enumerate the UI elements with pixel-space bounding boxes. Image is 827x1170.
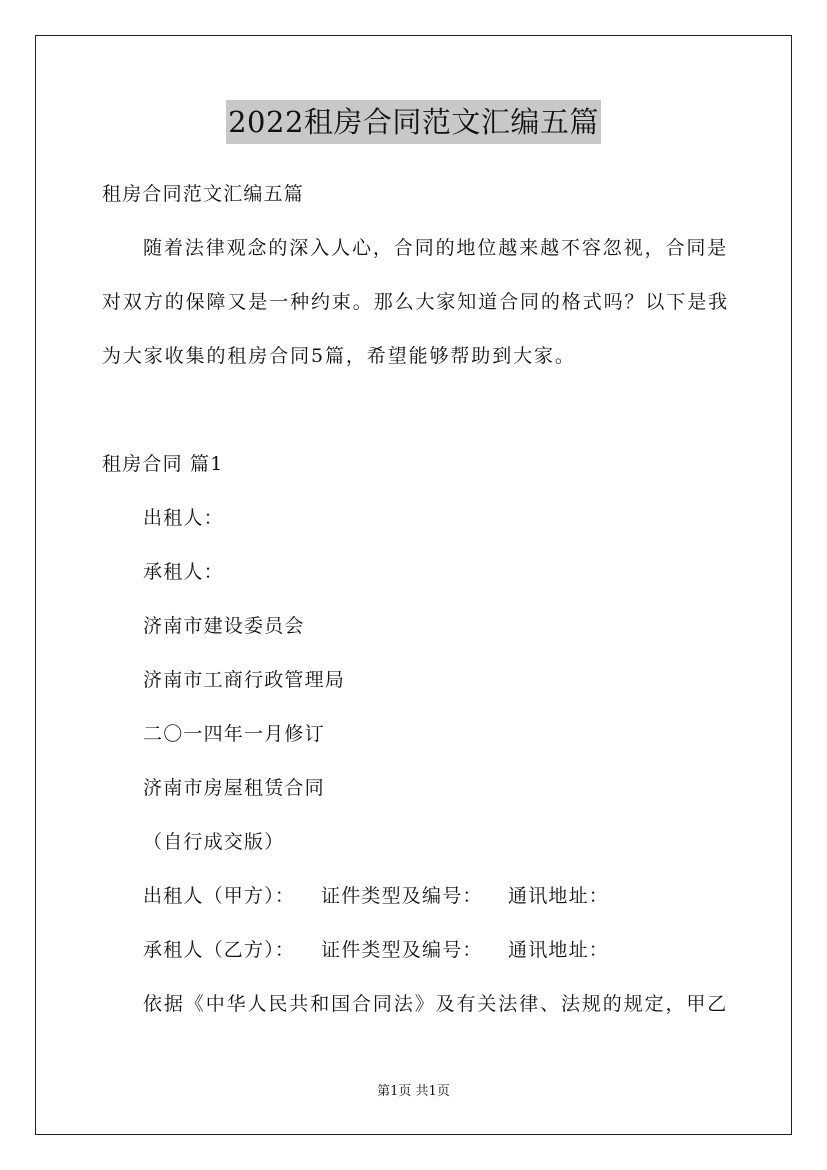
section-heading: 租房合同 篇1 <box>102 453 224 475</box>
contract-name: 济南市房屋租赁合同 <box>143 777 325 799</box>
revision-date: 二〇一四年一月修订 <box>143 723 325 745</box>
document-subtitle: 租房合同范文汇编五篇 <box>102 183 305 205</box>
party-label: 承租人（乙方）： <box>143 939 296 961</box>
address-label: 通讯地址： <box>508 885 610 907</box>
issuer-construction: 济南市建设委员会 <box>143 615 305 637</box>
intro-line-1: 随着法律观念的深入人心，合同的地位越来越不容忽视，合同是 <box>143 237 729 259</box>
party-row-lessee <box>0 937 827 963</box>
legal-basis-line: 依据《中华人民共和国合同法》及有关法律、法规的规定，甲乙 <box>143 993 729 1015</box>
issuer-commerce: 济南市工商行政管理局 <box>143 669 346 691</box>
page-number: 第1页 共1页 <box>377 1084 450 1099</box>
intro-line-3: 为大家收集的租房合同5篇，希望能够帮助到大家。 <box>102 345 576 367</box>
title-wrap <box>0 100 827 144</box>
id-type-label: 证件类型及编号： <box>321 939 483 961</box>
party-label: 出租人（甲方）： <box>143 885 296 907</box>
intro-line-2: 对双方的保障又是一种约束。那么大家知道合同的格式吗？以下是我 <box>102 291 730 313</box>
lessee-line: 承租人： <box>143 561 224 583</box>
id-type-label: 证件类型及编号： <box>321 885 483 907</box>
address-label: 通讯地址： <box>508 939 610 961</box>
document-title: 2022租房合同范文汇编五篇 <box>226 100 601 144</box>
party-row-lessor <box>0 883 827 909</box>
contract-edition: （自行成交版） <box>143 831 285 853</box>
lessor-line: 出租人： <box>143 507 224 529</box>
